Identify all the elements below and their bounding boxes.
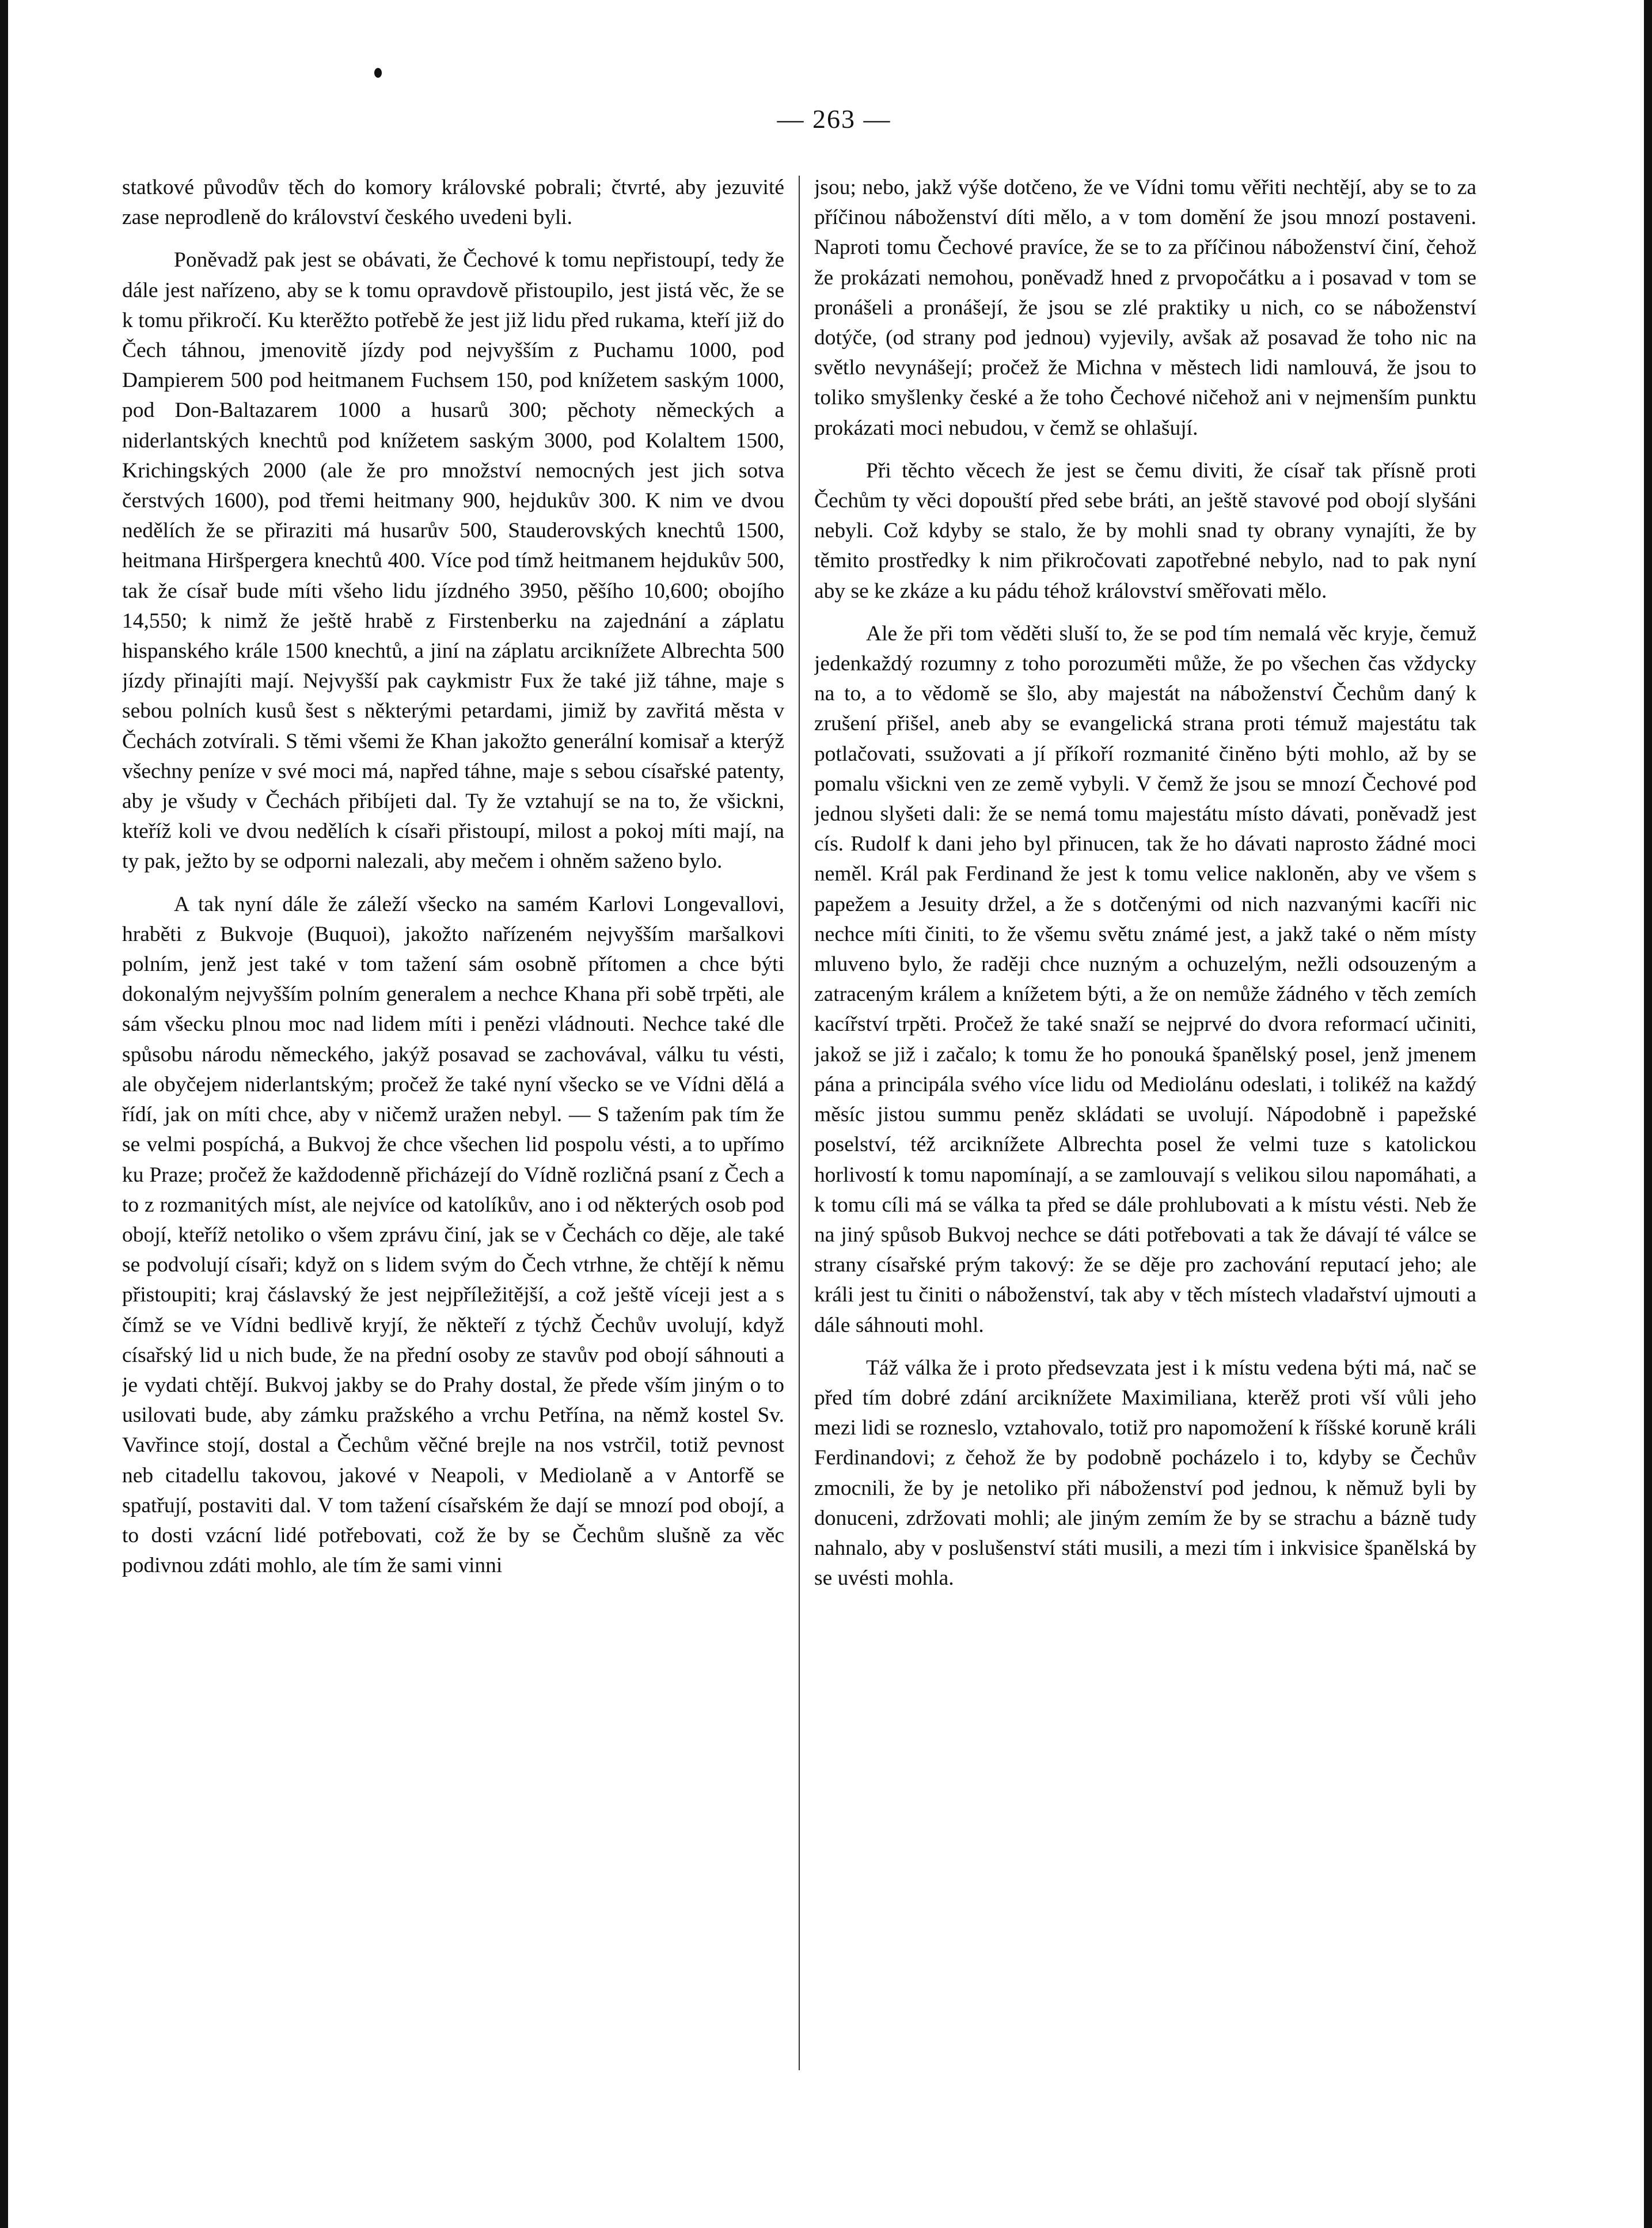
paragraph: A tak nyní dále že záleží všecko na samém Karlovi Longevallovi, hraběti z Bukvoje (Buquoi), jakožto nařízeném nejvyšším maršalkovi polním, jenž jest také v tom tažení sám osobně přítomen a chce býti dokonalým nejvyšším polním generalem a nechce Khana při sobě trpěti, ale sám všecku plnou moc nad lidem míti i penězi vládnouti. Nechce také dle spůsobu národu německého, jakýž posavad se zachovával, válku tu vésti, ale obyčejem niderlantským; pročež že také nyní všecko se ve Vídni dělá a řídí, jak on míti chce, aby v ničemž uražen nebyl. — S tažením pak tím že se velmi pospíchá, a Bukvoj že chce všechen lid pospolu vésti, a to upřímo ku Praze; pročež že každodenně přicházejí do Vídně rozličná psaní z Čech a to z rozmanitých míst, ale nejvíce od katolíkův, ano i od některých osob pod obojí, kteříž netoliko o všem zprávu činí, jak se v Čechách co děje, ale také se podvolují císaři; když on s lidem svým do Čech vtrhne, že chtějí k němu přistoupiti; kraj čáslavský že jest nejpříležitější, a což ještě víceji jest a s čímž se ve Vídni bedlivě kryjí, že někteří z týchž Čechův uvolují, když císařský lid u nich bude, že na přední osoby ze stavův pod obojí sáhnouti a je vydati chtějí. Bukvoj jakby se do Prahy dostal, že přede vším jiným o to usilovati bude, aby zámku pražského a vrchu Petřína, na němž kostel Sv. Vavřince stojí, dostal a Čechům věčné brejle na nos vstrčil, totiž pevnost neb citadellu takovou, jakové v Neapoli, v Mediolaně a v Antorfě se spatřují, postaviti dal. V tom tažení císařském že dají se mnozí pod obojí, a to dosti vzácní lidé potřebovati, což že by se Čechům slušně za věc podivnou zdáti mohlo, ale tím že sami vinni (122, 892, 784, 1578)
ink-speck (374, 68, 382, 78)
paragraph: statkové původův těch do komory královské pobrali; čtvrté, aby jezuvité zase neprodleně do království českého uvedeni byli. (122, 176, 784, 230)
left-column (122, 173, 784, 2067)
page-number: — 263 — (777, 104, 891, 134)
right-column (814, 173, 1476, 2067)
paragraph: Při těchto věcech že jest se čemu diviti, že císař tak přísně proti Čechům ty věci dopouští před sebe bráti, an ještě stavové pod obojí slyšáni nebyli. Což kdyby se stalo, že by mohli snad ty obrany vynajíti, že by těmito prostředky k nim přikročovati zapotřebné nebylo, nad to pak nyní aby se ke zkáze a ku pádu téhož království směřovati mělo. (814, 458, 1476, 603)
paragraph: Táž válka že i proto předsevzata jest i k místu vedena býti má, nač se před tím dobré zdání arciknížete Maximiliana, kterěž proti vší vůli jeho mezi lidi se rozneslo, vztahovalo, totiž pro napomožení k říšské koruně králi Ferdinandovi; z čehož že by podobně pocházelo i to, kdyby se Čechův zmocnili, že by je netoliko při náboženství pod jednou, k němuž byli by donuceni, zdržovati mohli; ale jiným zemím že by se strachu a bázně tudy nahnalo, aby v poslušenství státi musili, a mezi tím i inkvisice španělská by se uvésti mohla. (814, 1356, 1476, 1591)
paragraph: jsou; nebo, jakž výše dotčeno, že ve Vídni tomu věřiti nechtějí, aby se to za příčinou náboženství díti mělo, a v tom domění že jsou mnozí postaveni. Naproti tomu Čechové pravíce, že se to za příčinou náboženství činí, čehož že prokázati nemohou, poněvadž hned z prvopočátku a i posavad v tom se pronášeli a pronášejí, že jsou se zlé praktiky u nich, co se náboženství dotýče, (od strany pod jednou) vyjevily, avšak až posavad že toho nic na světlo nevynášejí; pročež že Michna v městech lidi namlouvá, že jsou to toliko smyšlenky české a že toho Čechové ničehož ani v nejmenším punktu prokázati moci nebudou, v čemž se ohlašují. (814, 176, 1476, 440)
paragraph: Poněvadž pak jest se obávati, že Čechové k tomu nepřistoupí, tedy že dále jest nařízeno, aby se k tomu opravdově přistoupilo, jest jistá věc, že se k tomu přikročí. Ku kterěžto potřebě že jest již lidu před rukama, kteří již do Čech táhnou, jmenovitě jízdy pod nejvyšším z Puchamu 1000, pod Dampierem 500 pod heitmanem Fuchsem 150, pod knížetem saským 1000, pod Don-Baltazarem 1000 a husarů 300; pěchoty německých a niderlantských knechtů pod knížetem saským 3000, pod Kolaltem 1500, Krichingských 2000 (ale že pro množství nemocných jest jich sotva čerstvých 1600), pod třemi heitmany 900, hejdukův 300. K nim ve dvou nedělích že se přiraziti má husarův 500, Stauderovských knechtů 1500, heitmana Hiršpergera knechtů 400. Více pod tímž heitmanem hejdukův 500, tak že císař bude míti všeho lidu jízdného 3950, pěšího 10,600; obojího 14,550; k nimž že ještě hrabě z Firstenberku na zajednání a záplatu hispanského krále 1500 knechtů, a jiní na záplatu arciknížete Albrechta 500 jízdy přinajíti mají. Nejvyšší pak caykmistr Fux že také již táhne, maje s sebou polních kusů šest s některými petardami, jimiž by zavřitá města v Čechách zotvírali. S těmi všemi že Khan jakožto generální komisař a kterýž všechny peníze v své moci má, napřed táhne, maje s sebou císařské patenty, aby je všudy v Čechách přibíjeti dal. Ty že vztahují se na to, že všickni, kteříž koli ve dvou nedělích k císaři přistoupí, milost a pokoj míti mají, na ty pak, ježto by se odporni nalezali, aby mečem i ohněm saženo bylo. (122, 248, 784, 874)
column-divider (799, 176, 800, 2070)
paragraph: Ale že při tom věděti sluší to, že se pod tím nemalá věc kryje, čemuž jedenkaždý rozumny z toho porozuměti může, že po všechen čas vždycky na to, a to vědomě se šlo, aby majestát na náboženství Čechům daný k zrušení přišel, aneb aby se evangelická strana proti témuž majestátu tak potlačovati, ssužovati a jí příkoří rozmanité činěno býti mohlo, až by se pomalu všickni ven ze země vybyli. V čemž že jsou se mnozí Čechové pod jednou slyšeti dali: že se nemá tomu majestátu místo dávati, poněvadž jest cís. Rudolf k dani jeho byl přinucen, tak že ho dávati naprosto žádné moci neměl. Král pak Ferdinand že jest k tomu velice nakloněn, aby ve všem s papežem a Jesuity držel, a že s dotčenými od nich nazvanými kacíři nic nechce míti činiti, to že všemu světu známé jest, a jakž také o něm místy mluveno bylo, že raději chce nuzným a ochuzelým, nežli odsouzeným a zatraceným králem a knížetem býti, a že on nemůže žádného v těch zemích kacířství trpěti. Pročež že také snaží se nejprvé do dvora reformací učiniti, jakož se již i začalo; k tomu že ho ponouká španělský posel, jenž jmenem pána a principála svého více lidu od Mediolánu odeslati, i tolikéž na každý měsíc jistou summu peněz skládati se uvolují. Nápodobně i papežské poselství, též arciknížete Albrechta posel že velmi tuze s katolickou horlivostí k tomu napomínají, a se zamlouvají s velikou silou napomáhati, a k tomu cíli má se válka ta před se dále prohlubovati a k místu vésti. Neb že na jiný spůsob Bukvoj nechce se dáti potřebovati a tak že dávají té válce se strany císařské prým takový: že se děje pro zachování reputací jeho; ale králi jest tu činiti o náboženství, tak aby v těch místech vladařství ujmouti a dále sáhnouti mohl. (814, 621, 1476, 1337)
